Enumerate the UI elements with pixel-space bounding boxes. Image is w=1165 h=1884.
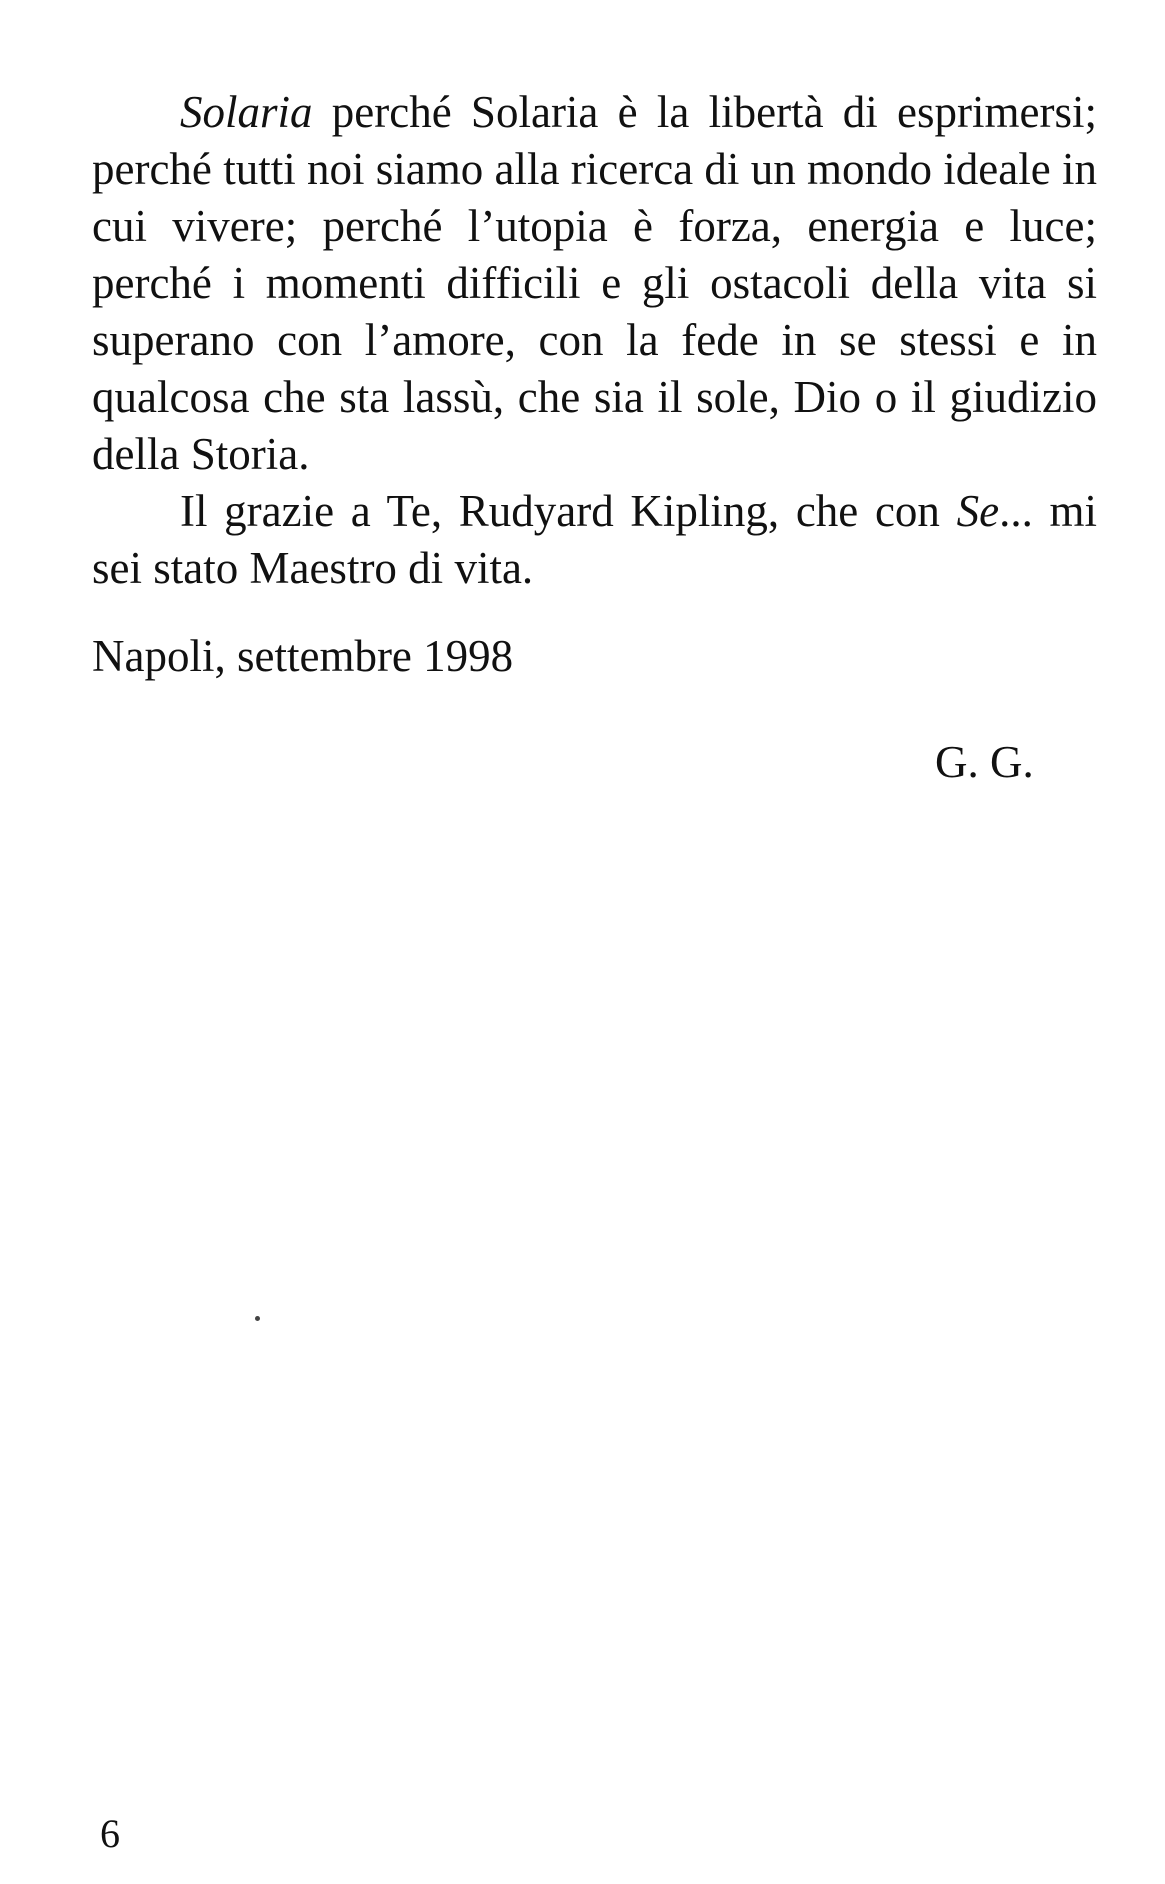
author-initials: G. G. <box>935 737 1034 787</box>
paragraph-solaria <box>92 84 1097 483</box>
print-speck <box>255 1316 260 1321</box>
place-date: Napoli, settembre 1998 <box>92 631 514 681</box>
paragraph-kipling-text-start: Il grazie a Te, Rudyard Kipling, che con <box>180 486 957 536</box>
paragraph-solaria-text: perché Solaria è la libertà di esprimersi; perché tutti noi siamo alla ricerca di un mondo ideale in cui vivere; perché l’utopia è forza, energia e luce; perché i momenti difficili e gli ostacoli della vita si superano con l’amore, con la fede in se stessi e in qualcosa che sta lassù, che sia il sole, Dio o il giudizio della Storia. <box>92 87 1097 479</box>
dedication-text <box>92 84 1097 597</box>
paragraph-kipling <box>92 483 1097 597</box>
italic-title-solaria: Solaria <box>180 87 313 137</box>
page-number: 6 <box>100 1811 120 1856</box>
italic-title-se: Se <box>956 486 1000 536</box>
paragraph-kipling-text-end: ... mi sei stato Maestro di vita. <box>92 486 1097 593</box>
